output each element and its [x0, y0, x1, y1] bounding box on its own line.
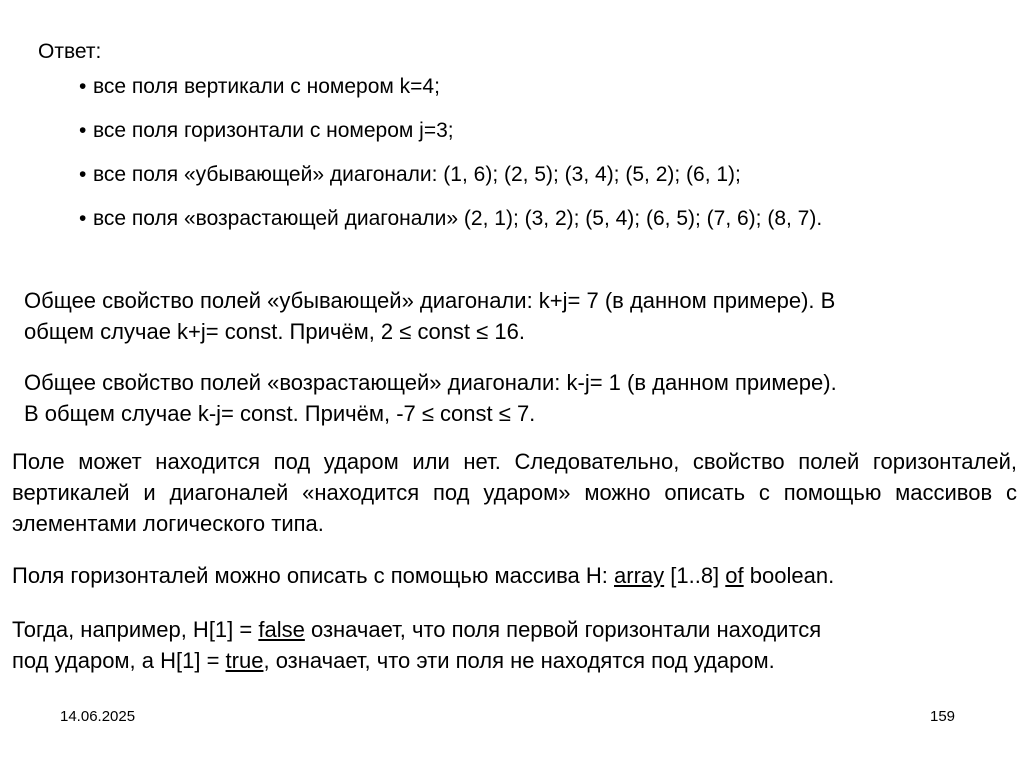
bullet-icon: •: [79, 207, 87, 230]
answer-title: Ответ:: [38, 40, 102, 63]
descending-diagonal-property: [24, 285, 835, 347]
array-range: [1..8]: [664, 563, 726, 588]
list-item: [79, 117, 822, 161]
list-item-text: все поля «убывающей» диагонали: (1, 6); (2, 5); (3, 4); (5, 2); (6, 1);: [93, 163, 741, 186]
keyword-true: true: [225, 648, 264, 673]
footer-date: 14.06.2025: [60, 708, 136, 725]
answer-list: [79, 73, 822, 249]
list-item: [79, 73, 822, 117]
keyword-false: false: [258, 617, 305, 642]
paragraph-line: общем случае k+j= const. Причём, 2 ≤ const ≤ 16.: [24, 319, 525, 344]
paragraph-line: В общем случае k-j= const. Причём, -7 ≤ const ≤ 7.: [24, 401, 536, 426]
list-item-text: все поля «возрастающей диагонали» (2, 1); (3, 2); (5, 4); (6, 5); (7, 6); (8, 7).: [93, 207, 823, 230]
bullet-icon: •: [79, 75, 87, 98]
list-item: [79, 205, 822, 249]
paragraph-line: [12, 614, 821, 645]
under-attack-paragraph: Поле может находится под ударом или нет. Следовательно, свойство полей горизонталей, вертикалей и диагоналей «находится под ударом» можно описать с помощью массивов с элементами логического типа.: [12, 449, 1017, 536]
list-item: [79, 161, 822, 205]
list-item-text: все поля горизонтали с номером j=3;: [93, 119, 454, 142]
ascending-diagonal-property: [24, 367, 837, 429]
page-number: 159: [930, 708, 956, 725]
bullet-icon: •: [79, 163, 87, 186]
bullet-icon: •: [79, 119, 87, 142]
example-text: , означает, что эти поля не находятся под ударом.: [263, 648, 775, 673]
example-text: означает, что поля первой горизонтали находится: [304, 617, 822, 642]
paragraph-line: [12, 645, 821, 676]
keyword-array: array: [614, 563, 665, 588]
list-item-text: все поля вертикали с номером k=4;: [93, 75, 440, 98]
example-text: Тогда, например, H[1] =: [12, 617, 259, 642]
array-description: [12, 560, 834, 591]
paragraph-line: Общее свойство полей «убывающей» диагонали: k+j= 7 (в данном примере). В: [24, 288, 836, 313]
example-text: под ударом, а H[1] =: [12, 648, 226, 673]
keyword-of: of: [725, 563, 744, 588]
array-type: boolean.: [743, 563, 835, 588]
example-paragraph: [12, 614, 821, 676]
paragraph-line: Общее свойство полей «возрастающей» диагонали: k-j= 1 (в данном примере).: [24, 370, 837, 395]
array-description-text: Поля горизонталей можно описать с помощью массива H:: [12, 563, 615, 588]
